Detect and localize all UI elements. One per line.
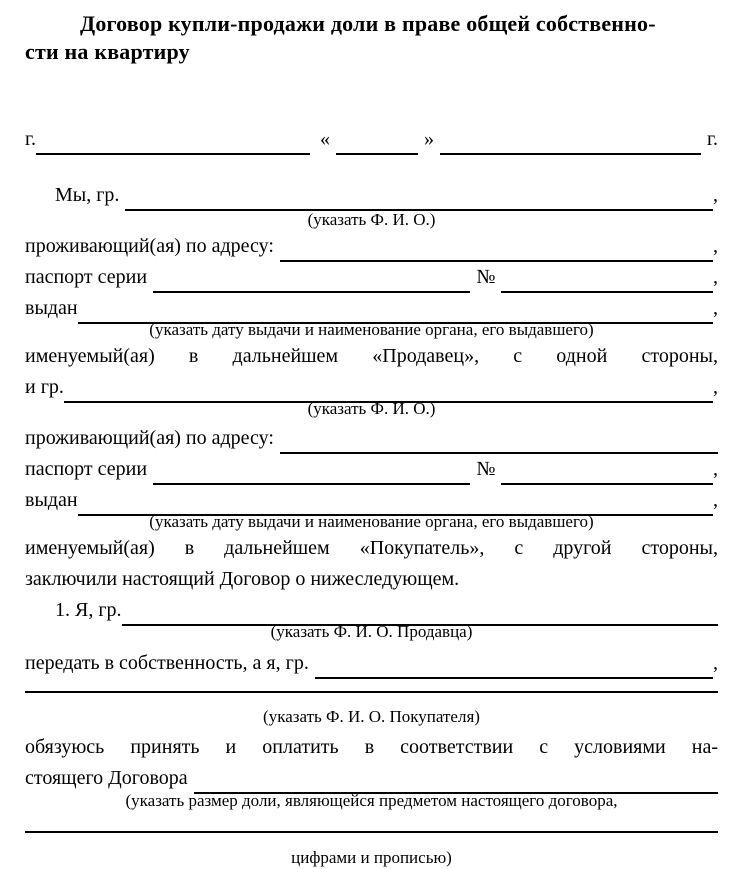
buyer-issued-label: выдан [25, 489, 78, 511]
clause1-oblige-line: обязуюсь принять и оплатить в соответствии с условиями на- [25, 736, 718, 758]
date-line [25, 124, 718, 155]
share-caption-line2: цифрами и прописью) [291, 848, 452, 867]
share-caption-line1: (указать размер доли, являющейся предметом настоящего договора, [125, 791, 618, 810]
buyer-passport-label: паспорт серии [25, 458, 148, 480]
clause1-transfer-line [25, 648, 718, 679]
clause1-buyer-fio-caption: (указать Ф. И. О. Покупателя) [263, 707, 480, 726]
clause1-seller-fio-caption: (указать Ф. И. О. Продавца) [270, 622, 473, 641]
buyer-role-line: именуемый(ая) в дальнейшем «Покупатель», с другой стороны, [25, 537, 718, 559]
clause1-oblige-continuation-label: стоящего Договора [25, 767, 188, 789]
seller-passport-line [25, 262, 718, 293]
document-title [25, 10, 718, 66]
seller-passport-series-field[interactable] [153, 262, 470, 293]
clause1-transfer-comma: , [713, 652, 718, 674]
share-size-field-line2[interactable] [25, 812, 718, 833]
document-title-line-2: сти на квартиру [25, 39, 190, 64]
seller-issued-caption: (указать дату выдачи и наименование органа, его выдавшего) [149, 320, 594, 339]
buyer-passport-number-field[interactable] [501, 454, 713, 485]
buyer-passport-line [25, 454, 718, 485]
buyer-address-field[interactable] [280, 423, 718, 454]
buyer-intro-comma: , [713, 376, 718, 398]
clause1-transfer-label: передать в собственность, а я, гр. [25, 652, 309, 674]
month-year-field[interactable] [440, 124, 701, 155]
seller-address-field[interactable] [280, 231, 713, 262]
seller-passport-number-field[interactable] [501, 262, 713, 293]
clause1-buyer-fio-field-line2[interactable] [25, 679, 718, 693]
seller-passport-label: паспорт серии [25, 266, 148, 288]
seller-name-field[interactable] [125, 180, 713, 211]
day-quote-close: » [424, 128, 435, 150]
buyer-passport-number-sign: № [476, 458, 496, 480]
buyer-issued-comma: , [713, 489, 718, 511]
conclusion-line: заключили настоящий Договор о нижеследующем. [25, 568, 460, 590]
year-suffix-label: г. [707, 128, 718, 150]
buyer-fio-caption: (указать Ф. И. О.) [307, 399, 436, 418]
seller-address-label: проживающий(ая) по адресу: [25, 235, 274, 257]
seller-address-comma: , [713, 235, 718, 257]
seller-intro-comma: , [713, 184, 718, 206]
seller-intro-line [25, 180, 718, 211]
buyer-address-line [25, 423, 718, 454]
document-title-line-1: Договор купли-продажи доли в праве общей собственно- [80, 11, 656, 36]
seller-intro-label: Мы, гр. [55, 184, 120, 206]
seller-address-line [25, 231, 718, 262]
clause1-buyer-fio-field[interactable] [315, 648, 713, 679]
seller-role-line: именуемый(ая) в дальнейшем «Продавец», с одной стороны, [25, 345, 718, 367]
day-field[interactable] [336, 124, 418, 155]
buyer-issued-caption: (указать дату выдачи и наименование органа, его выдавшего) [149, 512, 594, 531]
buyer-passport-comma: , [713, 458, 718, 480]
seller-issued-label: выдан [25, 297, 78, 319]
buyer-intro-label: и гр. [25, 376, 64, 398]
day-quote-open: « [320, 128, 331, 150]
city-field[interactable] [36, 124, 310, 155]
seller-passport-comma: , [713, 266, 718, 288]
seller-issued-comma: , [713, 297, 718, 319]
city-prefix-label: г. [25, 128, 36, 150]
buyer-address-label: проживающий(ая) по адресу: [25, 427, 274, 449]
buyer-passport-series-field[interactable] [153, 454, 470, 485]
seller-fio-caption: (указать Ф. И. О.) [307, 210, 436, 229]
clause1-seller-label: 1. Я, гр. [55, 599, 122, 621]
seller-passport-number-sign: № [476, 266, 496, 288]
